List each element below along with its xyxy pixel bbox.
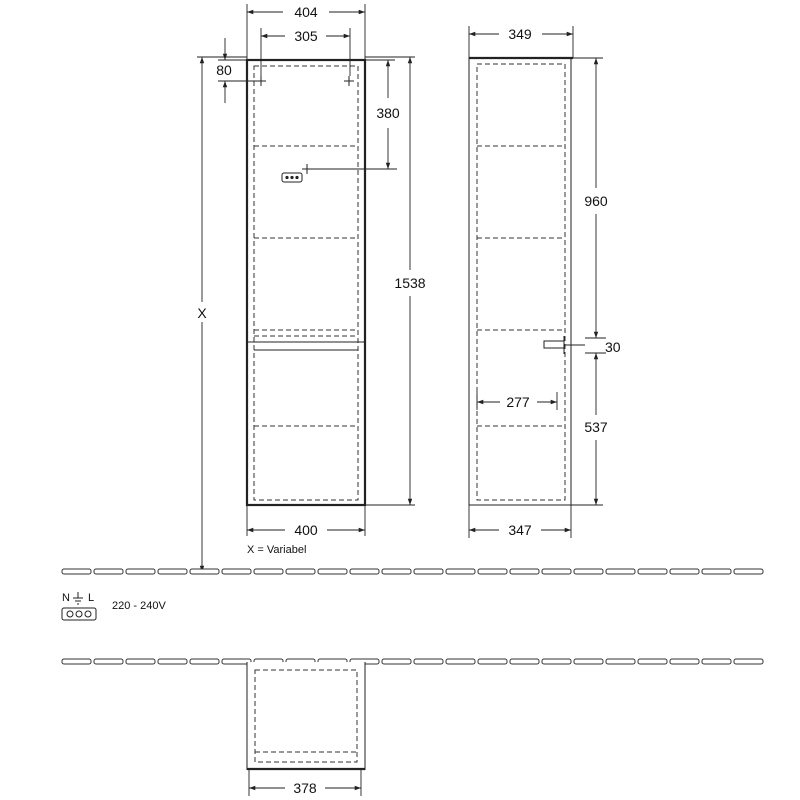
floor-tiles-upper	[62, 569, 763, 574]
ground-symbol-icon	[73, 592, 83, 604]
floor-tile	[574, 569, 603, 574]
floor-tile	[414, 569, 443, 574]
floor-tile	[542, 569, 571, 574]
front-dimensions	[197, 4, 426, 572]
side-view	[469, 58, 585, 505]
floor-tile	[286, 569, 315, 574]
dim-inner-depth: 277	[506, 394, 530, 410]
dim-bottom-width: 400	[294, 522, 318, 538]
floor-tile	[734, 569, 763, 574]
floor-tiles-lower	[62, 659, 763, 664]
floor-tile	[446, 659, 475, 664]
floor-tile	[606, 659, 635, 664]
floor-tile	[574, 659, 603, 664]
floor-tile	[510, 659, 539, 664]
dim-side-depth-top: 349	[508, 26, 532, 42]
floor-tile	[254, 569, 283, 574]
plan-dimensions	[249, 770, 361, 796]
dim-upper-offset: 380	[376, 105, 400, 121]
floor-tile	[638, 569, 667, 574]
floor-tile	[126, 659, 155, 664]
mount-cross-right-icon	[344, 76, 354, 86]
front-cabinet-outline	[247, 60, 365, 505]
dim-total-height: 1538	[394, 275, 426, 291]
dim-lower-section: 537	[584, 419, 608, 435]
dim-side-depth-bottom: 347	[508, 522, 532, 538]
floor-tile	[606, 569, 635, 574]
floor-tile	[478, 569, 507, 574]
floor-tile	[94, 659, 123, 664]
terminal-letter-l: L	[88, 592, 95, 604]
floor-tile	[734, 659, 763, 664]
terminal-block-icon	[62, 608, 96, 620]
socket-icon	[282, 164, 312, 182]
floor-tile	[318, 569, 347, 574]
floor-tile	[94, 569, 123, 574]
floor-tile	[382, 659, 411, 664]
front-view	[247, 60, 365, 505]
floor-tile	[510, 569, 539, 574]
floor-tile	[670, 659, 699, 664]
side-dimensions	[469, 26, 621, 538]
side-inner-outline	[477, 64, 565, 500]
dim-variable-height: X	[197, 305, 207, 321]
dim-gap: 30	[605, 339, 621, 355]
floor-tile	[478, 659, 507, 664]
floor-tile	[638, 659, 667, 664]
mount-cross-left-icon	[256, 76, 266, 86]
dim-left-offset: 80	[216, 62, 232, 78]
dim-plan-width: 378	[293, 780, 317, 796]
cable-connector-icon	[544, 336, 585, 354]
variable-note: X = Variabel	[247, 544, 307, 556]
dim-upper-section: 960	[584, 193, 608, 209]
floor-tile	[62, 569, 91, 574]
terminal-letter-n: N	[62, 592, 70, 604]
floor-tile	[190, 569, 219, 574]
floor-tile	[126, 569, 155, 574]
dim-inner-top: 305	[294, 28, 318, 44]
floor-tile	[158, 659, 187, 664]
floor-tile	[222, 569, 251, 574]
dim-top-width: 404	[294, 4, 318, 20]
electrical-legend	[62, 592, 166, 620]
floor-tile	[62, 659, 91, 664]
floor-tile	[190, 659, 219, 664]
front-inner-outline	[254, 66, 358, 500]
floor-tile	[414, 659, 443, 664]
floor-tile	[446, 569, 475, 574]
floor-tile	[670, 569, 699, 574]
voltage-label: 220 - 240V	[112, 600, 166, 612]
floor-tile	[382, 569, 411, 574]
plan-view	[247, 662, 365, 770]
floor-tile	[542, 659, 571, 664]
floor-tile	[702, 659, 731, 664]
floor-tile	[702, 569, 731, 574]
floor-tile	[158, 569, 187, 574]
floor-tile	[350, 569, 379, 574]
